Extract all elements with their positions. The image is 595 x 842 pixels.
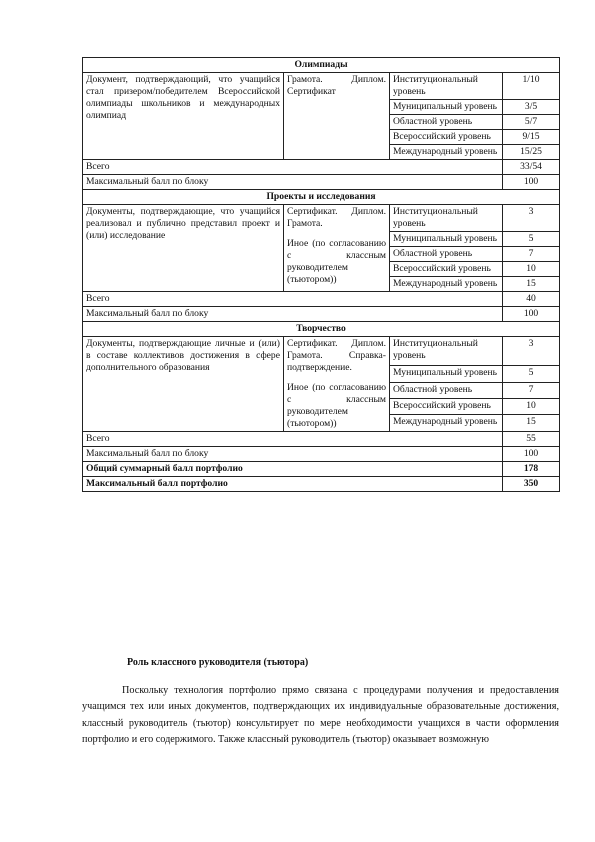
portfolio-max-row xyxy=(83,476,560,491)
level-points: 10 xyxy=(503,261,560,276)
level-points: 15 xyxy=(503,276,560,291)
document-type: Иное (по согласованию с классным руководителем (тьютором)) xyxy=(287,237,386,285)
level-name: Международный уровень xyxy=(390,415,503,431)
level-points: 7 xyxy=(503,246,560,261)
level-points: 5 xyxy=(503,366,560,382)
max-score-row xyxy=(83,174,560,189)
max-score-label: Максимальный балл по блоку xyxy=(83,446,503,461)
total-value: 33/54 xyxy=(503,159,560,174)
level-points: 9/15 xyxy=(503,129,560,144)
level-name: Областной уровень xyxy=(390,114,503,129)
document-type: Сертификат. Диплом. Грамота. Справка-подтверждение. xyxy=(287,337,386,373)
section-title-row xyxy=(83,189,560,204)
portfolio-total-label: Общий суммарный балл портфолио xyxy=(83,461,503,476)
level-name: Всероссийский уровень xyxy=(390,261,503,276)
total-label: Всего xyxy=(83,431,503,446)
max-score-label: Максимальный балл по блоку xyxy=(83,174,503,189)
level-name: Муниципальный уровень xyxy=(390,231,503,246)
level-name: Международный уровень xyxy=(390,276,503,291)
section-title-row xyxy=(83,321,560,336)
portfolio-max-value: 350 xyxy=(503,476,560,491)
level-name: Институциональный уровень xyxy=(390,204,503,231)
level-name: Всероссийский уровень xyxy=(390,398,503,414)
level-name: Муниципальный уровень xyxy=(390,366,503,382)
max-score-value: 100 xyxy=(503,446,560,461)
section-title: Творчество xyxy=(83,321,560,336)
document-type: Сертификат. Диплом. Грамота. xyxy=(287,205,386,229)
level-points: 3 xyxy=(503,204,560,231)
table-body xyxy=(83,58,560,492)
max-score-row xyxy=(83,446,560,461)
level-name: Областной уровень xyxy=(390,246,503,261)
portfolio-score-table xyxy=(82,57,560,492)
document-type: Иное (по согласованию с классным руководителем (тьютором)) xyxy=(287,381,386,429)
portfolio-max-label: Максимальный балл портфолио xyxy=(83,476,503,491)
max-score-row xyxy=(83,306,560,321)
total-row xyxy=(83,291,560,306)
level-points: 5/7 xyxy=(503,114,560,129)
portfolio-total-row xyxy=(83,461,560,476)
level-points: 3/5 xyxy=(503,99,560,114)
level-name: Международный уровень xyxy=(390,144,503,159)
level-points: 1/10 xyxy=(503,72,560,99)
achievement-description: Документ, подтверждающий, что учащийся стал призером/победителем Всероссийской олимпиады школьников и международных олимпиад xyxy=(83,72,284,159)
level-points: 3 xyxy=(503,336,560,365)
total-label: Всего xyxy=(83,291,503,306)
total-label: Всего xyxy=(83,159,503,174)
achievement-description: Документы, подтверждающие личные и (или) в составе коллективов достижения в сфере дополнительного образования xyxy=(83,336,284,431)
level-name: Институциональный уровень xyxy=(390,72,503,99)
total-row xyxy=(83,159,560,174)
document-type: Грамота. Диплом. Сертификат xyxy=(287,73,386,97)
level-row xyxy=(83,336,560,365)
level-row xyxy=(83,204,560,231)
supporting-documents xyxy=(284,336,390,431)
section-subheading: Роль классного руководителя (тьютора) xyxy=(127,657,309,668)
section-title: Олимпиады xyxy=(83,58,560,73)
level-points: 10 xyxy=(503,398,560,414)
portfolio-total-value: 178 xyxy=(503,461,560,476)
level-name: Областной уровень xyxy=(390,382,503,398)
section-title-row xyxy=(83,58,560,73)
body-paragraph: Поскольку технология портфолио прямо связана с процедурами получения и предоставления учащимся тех или иных документов, подтверждающих их индивидуальные образовательные достижения, классный руководитель (тьютор) консультирует по мере необходимости учащихся в части оформления портфолио и его содержимого. Также классный руководитель (тьютор) оказывает возможную xyxy=(82,685,559,746)
supporting-documents xyxy=(284,72,390,159)
level-name: Муниципальный уровень xyxy=(390,99,503,114)
total-value: 55 xyxy=(503,431,560,446)
max-score-label: Максимальный балл по блоку xyxy=(83,306,503,321)
max-score-value: 100 xyxy=(503,174,560,189)
max-score-value: 100 xyxy=(503,306,560,321)
section-title: Проекты и исследования xyxy=(83,189,560,204)
level-points: 15/25 xyxy=(503,144,560,159)
level-points: 15 xyxy=(503,415,560,431)
achievement-description: Документы, подтверждающие, что учащийся реализовал и публично представил проект и (или) исследование xyxy=(83,204,284,291)
total-value: 40 xyxy=(503,291,560,306)
level-name: Всероссийский уровень xyxy=(390,129,503,144)
level-points: 5 xyxy=(503,231,560,246)
level-row xyxy=(83,72,560,99)
level-points: 7 xyxy=(503,382,560,398)
total-row xyxy=(83,431,560,446)
supporting-documents xyxy=(284,204,390,291)
level-name: Институциональный уровень xyxy=(390,336,503,365)
